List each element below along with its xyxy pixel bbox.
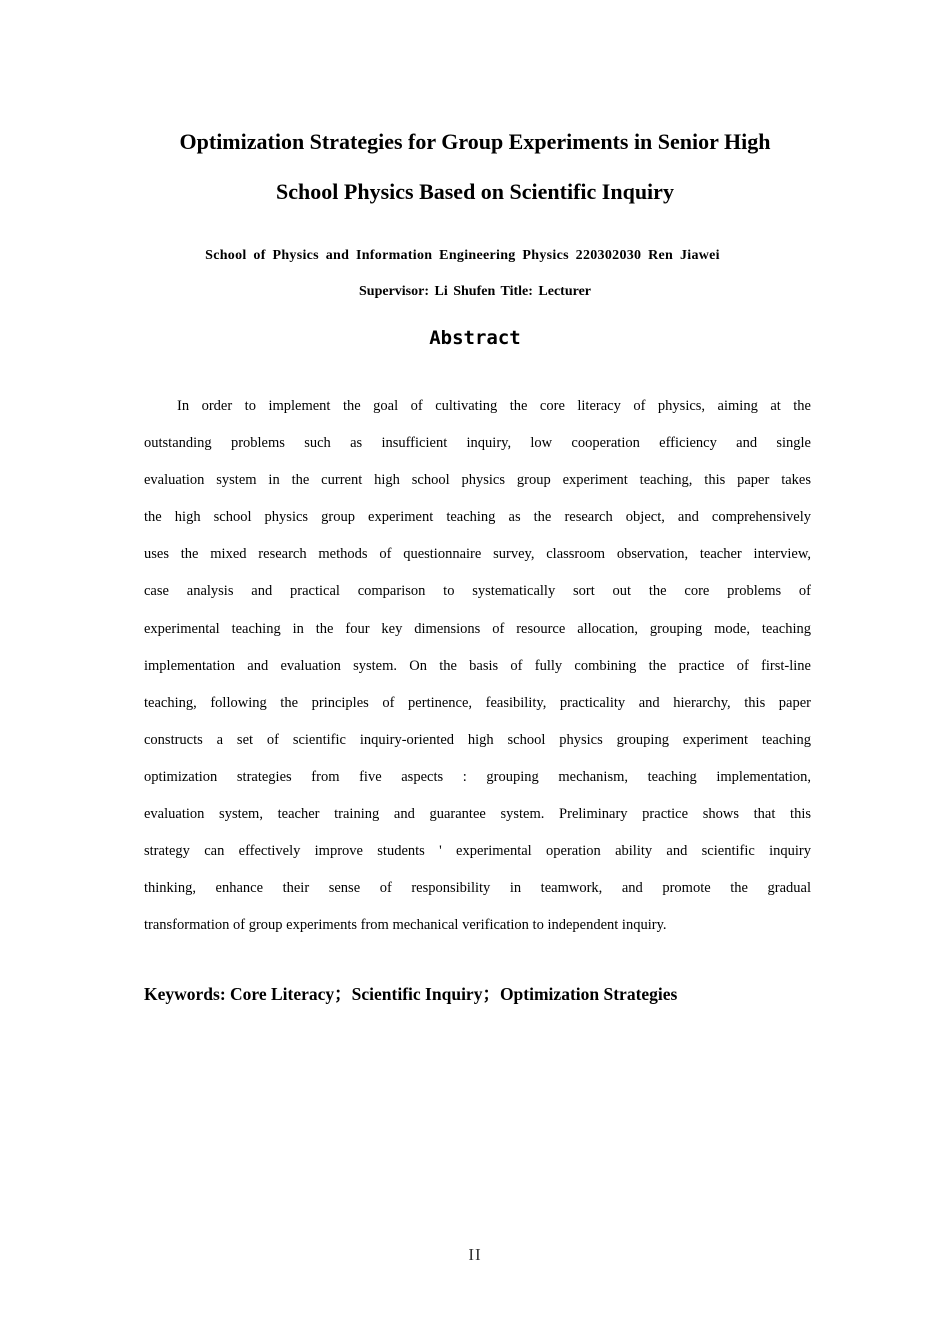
- abstract-line: strategy can effectively improve students ' experimental operation ability and scientific inquiry: [144, 843, 811, 860]
- abstract-line: outstanding problems such as insufficient inquiry, low cooperation efficiency and single: [144, 435, 811, 452]
- abstract-line: case analysis and practical comparison to systematically sort out the core problems of: [144, 583, 811, 600]
- abstract-heading: Abstract: [429, 327, 521, 349]
- abstract-line: evaluation system, teacher training and guarantee system. Preliminary practice shows that this: [144, 806, 811, 823]
- page-number: II: [468, 1245, 482, 1264]
- abstract-line: transformation of group experiments from mechanical verification to independent inquiry.: [144, 917, 667, 934]
- abstract-line: implementation and evaluation system. On the basis of fully combining the practice of first-line: [144, 657, 811, 674]
- abstract-body: [144, 388, 811, 944]
- abstract-line: constructs a set of scientific inquiry-oriented high school physics grouping experiment teaching: [144, 731, 811, 748]
- abstract-line: uses the mixed research methods of questionnaire survey, classroom observation, teacher interview,: [144, 546, 811, 563]
- abstract-line: In order to implement the goal of cultivating the core literacy of physics, aiming at the: [177, 398, 811, 414]
- abstract-line: teaching, following the principles of pertinence, feasibility, practicality and hierarchy, this paper: [144, 694, 811, 711]
- paper-title-line-1: Optimization Strategies for Group Experiments in Senior High: [179, 129, 771, 154]
- supervisor-line: Supervisor: Li Shufen Title: Lecturer: [359, 284, 591, 299]
- paper-title-line-2: School Physics Based on Scientific Inquiry: [276, 179, 674, 204]
- abstract-line: experimental teaching in the four key dimensions of resource allocation, grouping mode, teaching: [144, 620, 811, 637]
- abstract-line: the high school physics group experiment teaching as the research object, and comprehensively: [144, 509, 811, 526]
- abstract-line: thinking, enhance their sense of responsibility in teamwork, and promote the gradual: [144, 880, 811, 897]
- abstract-line: optimization strategies from five aspects : grouping mechanism, teaching implementation,: [144, 768, 811, 785]
- author-line: School of Physics and Information Engineering Physics 220302030 Ren Jiawei: [205, 248, 720, 263]
- keywords-line: Keywords: Core Literacy；Scientific Inquiry；Optimization Strategies: [144, 984, 678, 1004]
- abstract-line: evaluation system in the current high school physics group experiment teaching, this paper takes: [144, 472, 811, 489]
